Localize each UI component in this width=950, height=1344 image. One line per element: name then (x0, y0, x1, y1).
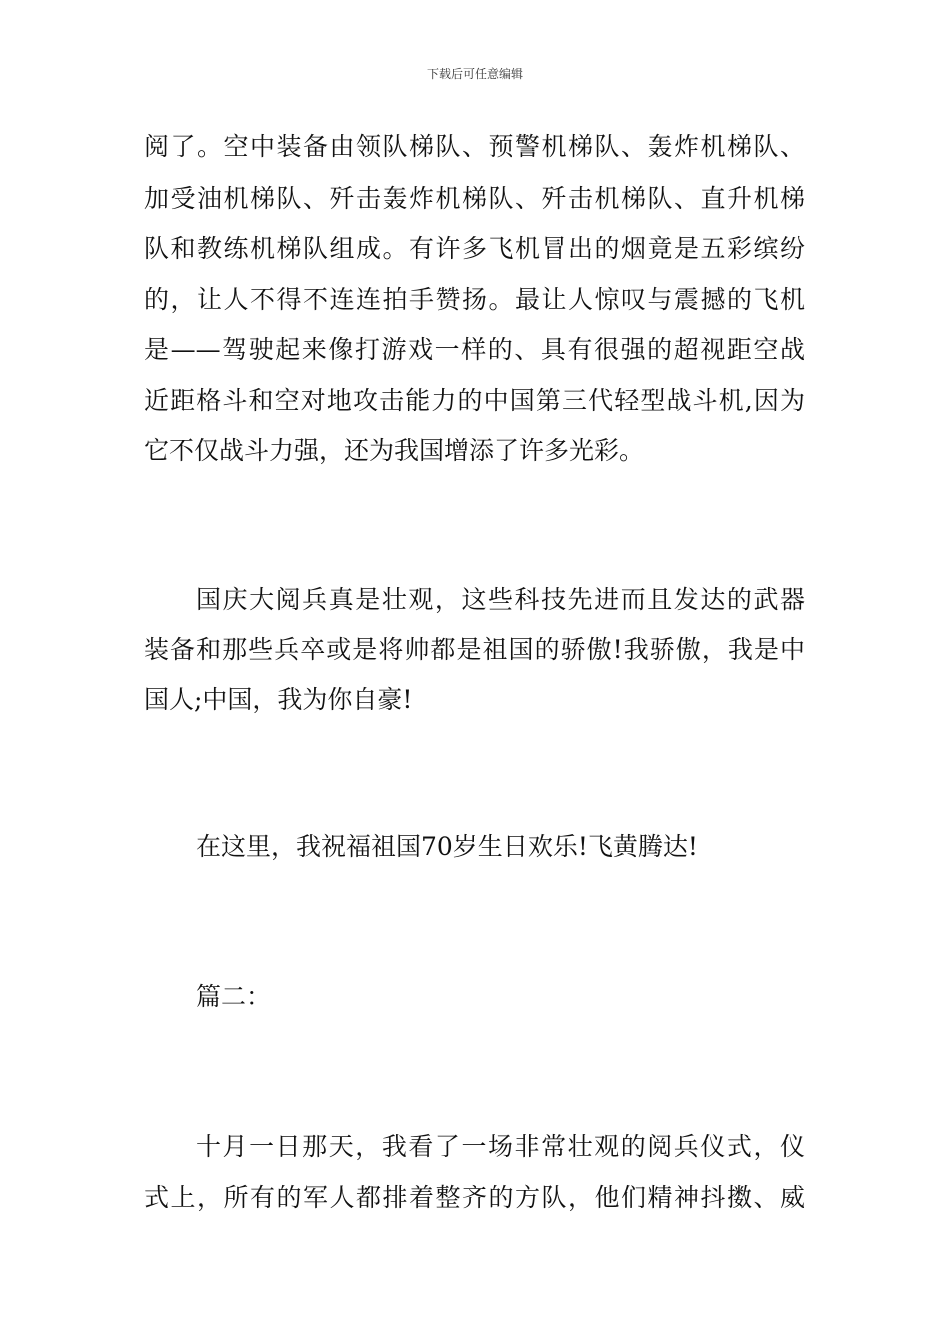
paragraph-1-line-7: 它不仅战斗力强，还为我国增添了许多光彩。 (144, 436, 645, 465)
page-header: 下载后可任意编辑 (426, 67, 523, 81)
paragraph-1-line-6: 近距格斗和空对地攻击能力的中国第三代轻型战斗机,因为 (144, 386, 805, 415)
paragraph-1-line-5: 是——驾驶起来像打游戏一样的、具有很强的超视距空战 (144, 335, 805, 364)
paragraph-3-line-1: 在这里，我祝福祖国70岁生日欢乐!飞黄腾达! (196, 832, 698, 861)
paragraph-2-line-2: 装备和那些兵卒或是将帅都是祖国的骄傲!我骄傲，我是中 (144, 635, 805, 664)
paragraph-1-line-3: 队和教练机梯队组成。有许多飞机冒出的烟竟是五彩缤纷 (144, 234, 805, 263)
section-heading: 篇二： (196, 982, 272, 1011)
paragraph-1-line-1: 阅了。空中装备由领队梯队、预警机梯队、轰炸机梯队、 (144, 132, 805, 161)
paragraph-1-line-2: 加受油机梯队、歼击轰炸机梯队、歼击机梯队、直升机梯 (144, 184, 805, 213)
paragraph-5-line-1: 十月一日那天，我看了一场非常壮观的阅兵仪式，仪 (196, 1132, 805, 1161)
paragraph-1-line-4: 的，让人不得不连连拍手赞扬。最让人惊叹与震撼的飞机 (144, 285, 805, 314)
paragraph-5-line-2: 式上，所有的军人都排着整齐的方队，他们精神抖擞、威 (144, 1183, 805, 1212)
paragraph-2-line-1: 国庆大阅兵真是壮观，这些科技先进而且发达的武器 (196, 585, 805, 614)
paragraph-2-line-3: 国人;中国，我为你自豪! (144, 685, 413, 714)
